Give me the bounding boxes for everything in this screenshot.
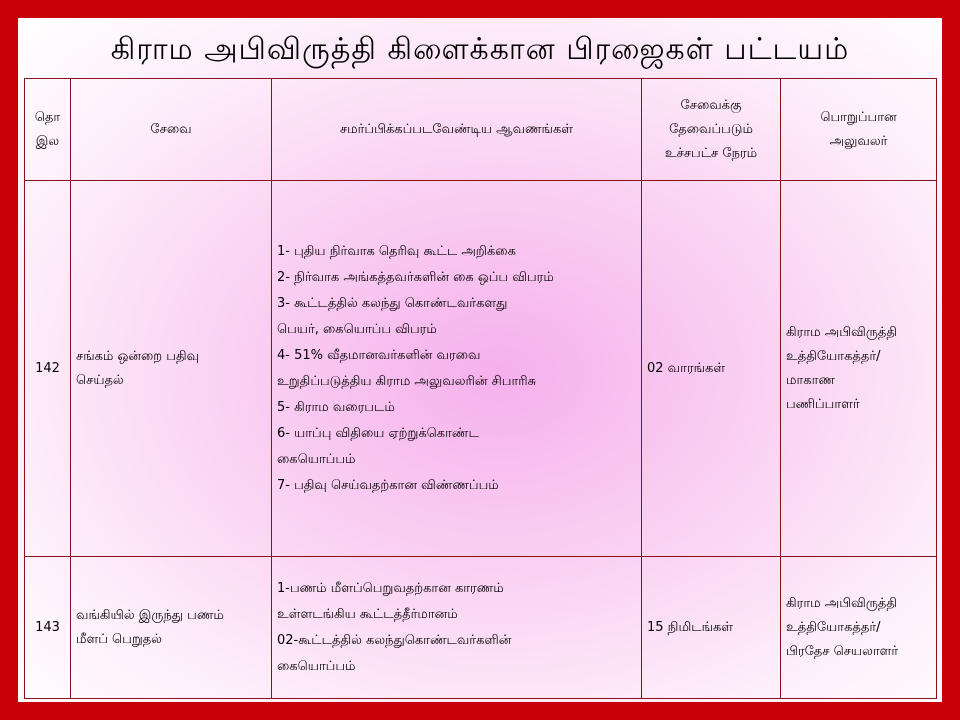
document-line: 7- பதிவு செய்வதற்கான விண்ணப்பம் xyxy=(277,477,499,493)
header-number xyxy=(25,79,71,181)
service-line: மீளப் பெறுதல் xyxy=(76,631,162,647)
officer-line: கிராம அபிவிருத்தி xyxy=(786,595,898,611)
document-line: 1-பணம் மீளப்பெறுவதற்கான காரணம் xyxy=(277,580,504,596)
row-officer xyxy=(781,557,937,699)
slide xyxy=(18,18,942,702)
document-line: உறுதிப்படுத்திய கிராம அலுவலரின் சிபாரிசு xyxy=(277,373,537,389)
service-line: செய்தல் xyxy=(76,372,124,388)
officer-line: உத்தியோகத்தர்/ xyxy=(786,348,881,364)
header-officer-line2: அலுவலர் xyxy=(829,133,888,149)
document-line: 02-கூட்டத்தில் கலந்துகொண்டவர்களின் xyxy=(277,632,512,648)
row-time: 15 நிமிடங்கள் xyxy=(642,557,781,699)
charter-table xyxy=(24,78,937,699)
officer-line: பணிப்பாளர் xyxy=(786,396,860,412)
table-row xyxy=(25,181,937,557)
row-documents xyxy=(272,181,642,557)
header-officer xyxy=(781,79,937,181)
document-line: பெயர், கையொப்ப விபரம் xyxy=(277,321,437,337)
row-number: 143 xyxy=(25,557,71,699)
document-line: 3- கூட்டத்தில் கலந்து கொண்டவர்களது xyxy=(277,295,508,311)
officer-line: உத்தியோகத்தர்/ xyxy=(786,619,881,635)
table-row xyxy=(25,557,937,699)
document-line: 5- கிராம வரைபடம் xyxy=(277,399,395,415)
document-line: உள்ளடங்கிய கூட்டத்தீர்மானம் xyxy=(277,606,458,622)
document-line: 6- யாப்பு விதியை ஏற்றுக்கொண்ட xyxy=(277,425,479,441)
document-line: 4- 51% வீதமானவர்களின் வரவை xyxy=(277,347,481,363)
officer-line: பிரதேச செயலாளர் xyxy=(786,643,899,659)
row-service xyxy=(71,557,272,699)
officer-line: மாகாண xyxy=(786,372,835,388)
row-service xyxy=(71,181,272,557)
header-documents: சமர்ப்பிக்கப்படவேண்டிய ஆவணங்கள் xyxy=(272,79,642,181)
document-line: கையொப்பம் xyxy=(277,658,356,674)
header-number-line1: தொ xyxy=(34,109,61,125)
row-number: 142 xyxy=(25,181,71,557)
header-time xyxy=(642,79,781,181)
page-title: கிராம அபிவிருத்தி கிளைக்கான பிரஜைகள் பட்டயம் xyxy=(110,32,850,67)
document-line: 2- நிர்வாக அங்கத்தவர்களின் கை ஒப்ப விபரம் xyxy=(277,269,554,285)
service-line: சங்கம் ஒன்றை பதிவு xyxy=(76,348,200,364)
officer-line: கிராம அபிவிருத்தி xyxy=(786,324,898,340)
header-time-line1: சேவைக்கு xyxy=(680,97,742,113)
document-line: 1- புதிய நிர்வாக தெரிவு கூட்ட அறிக்கை xyxy=(277,243,516,259)
row-documents xyxy=(272,557,642,699)
header-number-line2: இல xyxy=(35,133,60,149)
row-time: 02 வாரங்கள் xyxy=(642,181,781,557)
document-line: கையொப்பம் xyxy=(277,451,356,467)
header-officer-line1: பொறுப்பான xyxy=(820,109,897,125)
table-header-row xyxy=(25,79,937,181)
header-time-line3: உச்சபட்ச நேரம் xyxy=(664,145,758,161)
service-line: வங்கியில் இருந்து பணம் xyxy=(76,607,224,623)
row-officer xyxy=(781,181,937,557)
header-service: சேவை xyxy=(71,79,272,181)
header-time-line2: தேவைப்படும் xyxy=(669,121,753,137)
